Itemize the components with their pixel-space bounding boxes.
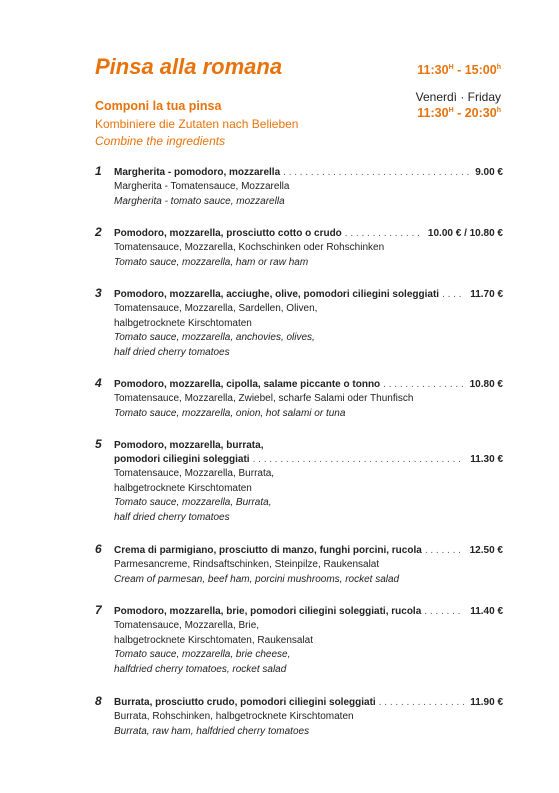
time-end-suffix: h [496, 64, 501, 71]
item-name: Pomodoro, mozzarella, cipolla, salame piccante o tonno [114, 379, 381, 390]
item-number: 3 [95, 286, 102, 300]
time-end-suffix: h [496, 107, 501, 114]
item-description-german: Tomatensauce, Mozzarella, Burrata, [114, 468, 275, 479]
item-description-german-line2: halbgetrocknete Kirschtomaten [114, 317, 252, 329]
item-name: Burrata, prosciutto crudo, pomodori ciliegini soleggiati [114, 697, 376, 708]
menu-item [95, 288, 503, 360]
item-description-english-line2: half dried cherry tomatoes [114, 346, 230, 358]
opening-time-friday [417, 106, 501, 120]
item-description-german: Tomatensauce, Mozzarella, Kochschinken oder Rohschinken [114, 242, 385, 253]
time-end: - 15:00 [453, 63, 497, 77]
menu-item [95, 696, 503, 739]
item-description-german: Burrata, Rohschinken, halbgetrocknete Kirschtomaten [114, 711, 354, 722]
item-description-german: Parmesancreme, Rindsaftschinken, Steinpilze, Raukensalat [114, 559, 380, 570]
item-description-english: Tomato sauce, mozzarella, brie cheese, [114, 649, 291, 660]
item-description-english: Margherita - tomato sauce, mozzarella [114, 195, 285, 207]
page-title: Pinsa alla romana [95, 54, 283, 79]
time-start: 11:30 [417, 63, 449, 77]
subtitle-english: Combine the ingredients [95, 134, 226, 148]
item-price: 10.00 € / 10.80 € [427, 228, 503, 239]
dot-leader [425, 544, 464, 558]
item-number: 7 [95, 603, 102, 617]
item-name: Pomodoro, mozzarella, acciughe, olive, pomodori ciliegini soleggiati [114, 289, 440, 300]
item-title-line [114, 453, 503, 467]
item-description-english: Tomato sauce, mozzarella, anchovies, olives, [114, 332, 315, 343]
item-name-line1: Pomodoro, mozzarella, burrata, [114, 440, 264, 451]
menu-item [95, 605, 503, 677]
item-price: 12.50 € [469, 545, 503, 556]
item-description-german: Tomatensauce, Mozzarella, Brie, [114, 620, 260, 631]
item-description-english: Tomato sauce, mozzarella, onion, hot salami or tuna [114, 407, 346, 419]
menu-item [95, 227, 503, 270]
dot-leader [383, 378, 463, 392]
item-description-german: Tomatensauce, Mozzarella, Zwiebel, scharfe Salami oder Thunfisch [114, 393, 414, 404]
menu-item [95, 166, 503, 209]
item-description-english: Burrata, raw ham, halfdried cherry tomatoes [114, 725, 310, 737]
item-number: 2 [95, 225, 102, 239]
item-number: 4 [95, 376, 102, 390]
item-title-line [114, 227, 503, 241]
opening-time-lunch [417, 63, 501, 77]
item-number: 6 [95, 542, 102, 556]
item-price: 11.90 € [470, 697, 503, 708]
item-description-english-line2: halfdried cherry tomatoes, rocket salad [114, 663, 287, 675]
dot-leader [424, 605, 464, 619]
menu-item [95, 439, 503, 525]
weekday-label: Venerdì · Friday [415, 90, 501, 104]
item-price: 11.40 € [470, 606, 503, 617]
time-start-suffix: H [448, 107, 454, 114]
item-description-german: Margherita - Tomatensauce, Mozzarella [114, 181, 290, 192]
item-price: 10.80 € [469, 379, 503, 390]
item-name: Margherita - pomodoro, mozzarella [114, 167, 281, 178]
item-name: pomodori ciliegini soleggiati [114, 454, 250, 465]
dot-leader [379, 696, 464, 710]
dot-leader [345, 227, 422, 241]
time-start-suffix: H [448, 64, 454, 71]
item-name: Crema di parmigiano, prosciutto di manzo, funghi porcini, rucola [114, 545, 422, 556]
item-description-german: Tomatensauce, Mozzarella, Sardellen, Oliven, [114, 303, 318, 314]
dot-leader [442, 288, 464, 302]
time-start: 11:30 [417, 106, 449, 120]
item-title-line [114, 288, 503, 302]
item-title-line [114, 378, 503, 392]
menu-item [95, 378, 503, 421]
item-price: 9.00 € [475, 167, 503, 178]
item-description-english: Tomato sauce, mozzarella, ham or raw ham [114, 256, 309, 268]
item-price: 11.30 € [470, 454, 503, 465]
item-title-line [114, 544, 503, 558]
item-description-german-line2: halbgetrocknete Kirschtomaten [114, 482, 252, 494]
item-title-line [114, 696, 503, 710]
item-price: 11.70 € [470, 289, 503, 300]
dot-leader [283, 166, 469, 180]
item-name: Pomodoro, mozzarella, prosciutto cotto o crudo [114, 228, 342, 239]
item-description-english-line2: half dried cherry tomatoes [114, 511, 230, 523]
item-description-english: Tomato sauce, mozzarella, Burrata, [114, 497, 272, 508]
dot-leader [253, 453, 465, 467]
item-title-line [114, 166, 503, 180]
subtitle-italian: Componi la tua pinsa [95, 99, 222, 113]
item-title-line [114, 605, 503, 619]
item-description-german-line2: halbgetrocknete Kirschtomaten, Raukensalat [114, 634, 314, 646]
item-number: 5 [95, 437, 102, 451]
item-description-english: Cream of parmesan, beef ham, porcini mushrooms, rocket salad [114, 573, 400, 585]
subtitle-german: Kombiniere die Zutaten nach Belieben [95, 117, 299, 131]
item-number: 1 [95, 164, 102, 178]
time-end: - 20:30 [453, 106, 497, 120]
item-number: 8 [95, 694, 102, 708]
item-name: Pomodoro, mozzarella, brie, pomodori ciliegini soleggiati, rucola [114, 606, 422, 617]
menu-item [95, 544, 503, 587]
